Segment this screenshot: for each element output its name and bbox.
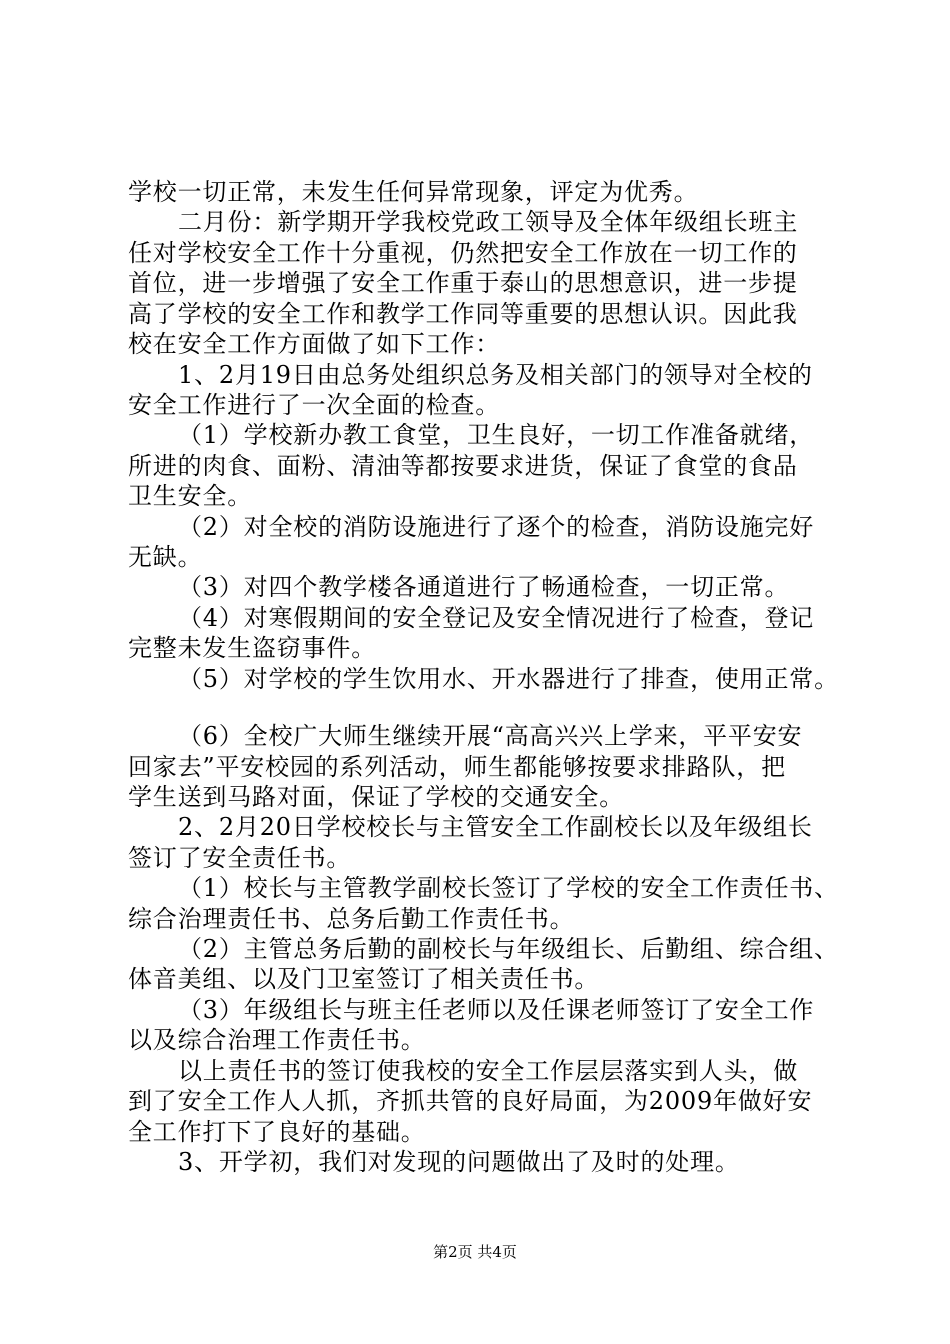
text-line: （5）对学校的学生饮用水、开水器进行了排查，使用正常。 xyxy=(178,665,839,693)
text-line: 学校一切正常，未发生任何异常现象，评定为优秀。 xyxy=(128,178,699,206)
text-line: 到了安全工作人人抓，齐抓共管的良好局面，为2009年做好安 xyxy=(128,1087,813,1115)
text-line: 2、2月20日学校校长与主管安全工作副校长以及年级组长 xyxy=(178,813,813,841)
text-line: 二月份：新学期开学我校党政工领导及全体年级组长班主 xyxy=(178,208,798,236)
text-line: 1、2月19日由总务处组织总务及相关部门的领导对全校的 xyxy=(178,361,813,389)
text-line: （1）校长与主管教学副校长签订了学校的安全工作责任书、 xyxy=(178,874,839,902)
text-line: 校在安全工作方面做了如下工作： xyxy=(128,330,500,358)
text-line: （3）对四个教学楼各通道进行了畅通检查，一切正常。 xyxy=(178,573,790,601)
text-line: 安全工作进行了一次全面的检查。 xyxy=(128,391,500,419)
text-line: 以上责任书的签订使我校的安全工作层层落实到人头，做 xyxy=(178,1057,798,1085)
text-line: 卫生安全。 xyxy=(128,482,252,510)
text-line: 完整未发生盗窃事件。 xyxy=(128,634,376,662)
text-line: （1）学校新办教工食堂，卫生良好，一切工作准备就绪， xyxy=(178,421,815,449)
text-line: （2）主管总务后勤的副校长与年级组长、后勤组、综合组、 xyxy=(178,935,839,963)
text-line: 首位，进一步增强了安全工作重于泰山的思想意识，进一步提 xyxy=(128,269,798,297)
text-line: 任对学校安全工作十分重视，仍然把安全工作放在一切工作的 xyxy=(128,239,798,267)
text-line: 综合治理责任书、总务后勤工作责任书。 xyxy=(128,905,575,933)
page-footer: 第2页 共4页 xyxy=(433,1243,517,1261)
text-line: 3、开学初，我们对发现的问题做出了及时的处理。 xyxy=(178,1148,740,1176)
text-line: （3）年级组长与班主任老师以及任课老师签订了安全工作 xyxy=(178,996,815,1024)
text-line: 学生送到马路对面，保证了学校的交通安全。 xyxy=(128,783,624,811)
text-line: 签订了安全责任书。 xyxy=(128,844,352,872)
text-line: 全工作打下了良好的基础。 xyxy=(128,1118,426,1146)
text-line: 体音美组、以及门卫室签订了相关责任书。 xyxy=(128,965,600,993)
text-line: 无缺。 xyxy=(128,543,203,571)
text-line: （6）全校广大师生继续开展“高高兴兴上学来，平平安安 xyxy=(178,722,803,750)
text-line: （2）对全校的消防设施进行了逐个的检查，消防设施完好 xyxy=(178,513,815,541)
text-line: 所进的肉食、面粉、清油等都按要求进货，保证了食堂的食品 xyxy=(128,452,798,480)
text-line: 回家去”平安校园的系列活动，师生都能够按要求排路队，把 xyxy=(128,753,786,781)
text-line: 高了学校的安全工作和教学工作同等重要的思想认识。因此我 xyxy=(128,300,798,328)
text-line: （4）对寒假期间的安全登记及安全情况进行了检查，登记 xyxy=(178,604,815,632)
text-line: 以及综合治理工作责任书。 xyxy=(128,1026,426,1054)
